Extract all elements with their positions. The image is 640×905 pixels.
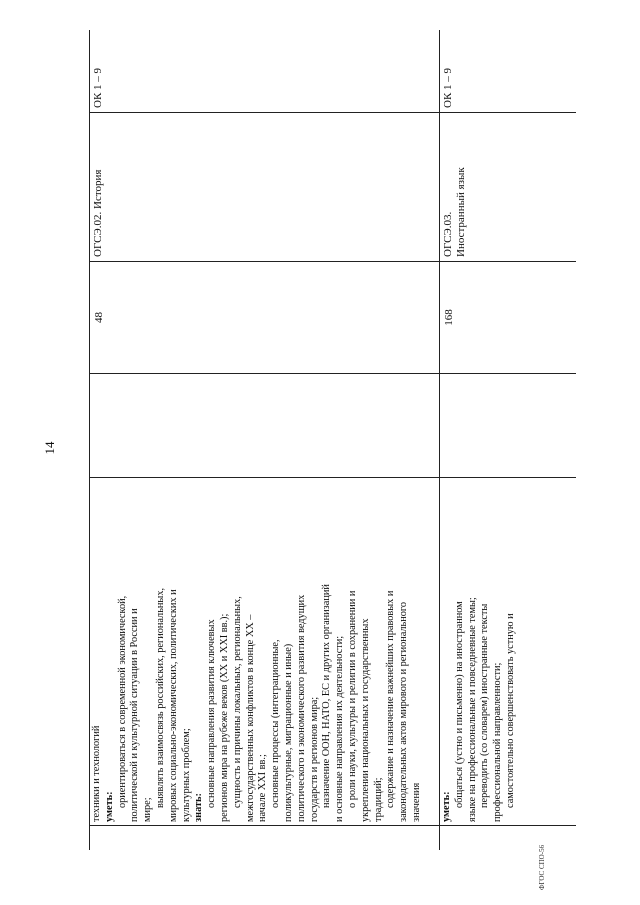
competencies-cell (90, 30, 440, 113)
table-row-foreign-language (439, 30, 576, 850)
hours-value: 168 (443, 309, 455, 326)
footer-code: ФГОС СПО-56 (538, 844, 546, 890)
competencies-value: ОК 1 – 9 (442, 67, 454, 108)
description-line: политического и экономического развития ведущих (295, 594, 307, 822)
page-number: 14 (42, 441, 57, 455)
description-line: выявлять взаимосвязь российских, региональных, (154, 587, 166, 808)
description-line: основные процессы (интеграционные, (270, 639, 282, 808)
description-cell (90, 478, 440, 826)
subject-cell (90, 113, 440, 262)
description-line: ориентироваться в современной экономической, (116, 595, 128, 808)
description-line: о роли науки, культуры и религии в сохранении и (346, 590, 358, 808)
table-row-history (89, 30, 440, 850)
hours-cell (440, 262, 576, 374)
description-line: техники и технологий (91, 725, 102, 822)
subject-code: ОГСЭ.03. (442, 211, 454, 257)
description-line: законодательных актов мирового и регионального (398, 601, 410, 822)
description-line: знать: (193, 793, 205, 822)
description-line: мире; (142, 797, 154, 822)
max-hours-cell (90, 374, 440, 478)
subject-title: Иностранный язык (455, 167, 467, 257)
description-line: культурных проблем; (180, 728, 192, 822)
index-cell (440, 826, 576, 850)
description-line: регионов мира на рубеже веков (XX и XXI вв.); (218, 613, 230, 822)
description-line: начале XXI вв.; (257, 754, 269, 822)
competencies-value: ОК 1 – 9 (92, 67, 104, 108)
description-line: значения (410, 782, 422, 822)
description-line: и основные направления их деятельности; (334, 635, 346, 822)
description-line: уметь: (441, 791, 452, 822)
description-line: языке на профессиональные и повседневные темы; (466, 597, 478, 822)
index-cell (90, 826, 440, 850)
description-line: основные направления развития ключевых (206, 619, 218, 808)
description-line: общаться (устно и письменно) на иностранном (453, 601, 465, 808)
description-line: политической и культурной ситуации в России и (129, 608, 141, 822)
description-line: профессиональной направленности; (492, 662, 504, 822)
subject-name: ОГСЭ.02. История (92, 169, 104, 257)
description-line: сущность и причины локальных, региональных, (231, 596, 243, 808)
curriculum-table (89, 30, 576, 850)
description-line: уметь: (103, 791, 115, 822)
subject-cell (440, 113, 576, 262)
description-line: содержание и назначение важнейших правовых и (385, 590, 397, 808)
description-line: самостоятельно совершенствовать устную и (504, 613, 516, 808)
hours-value: 48 (93, 312, 105, 323)
description-cell (440, 478, 576, 826)
description-line: назначение ООН, НАТО, ЕС и других организаций (321, 584, 333, 808)
description-text (440, 478, 518, 825)
description-line: поликультурные, миграционные и иные) (282, 643, 294, 822)
description-line: мировых социально-экономических, политических и (167, 589, 179, 822)
competencies-cell (440, 30, 576, 113)
description-text (90, 478, 424, 825)
subject-name (440, 113, 470, 261)
description-line: укреплении национальных и государственных (359, 618, 371, 822)
description-line: традиций; (372, 777, 384, 822)
description-line: переводить (со словарем) иностранные тексты (479, 603, 491, 808)
description-line: государств и регионов мира; (308, 696, 320, 822)
description-line: межгосударственных конфликтов в конце XX – (244, 614, 256, 822)
max-hours-cell (440, 374, 576, 478)
hours-cell (90, 262, 440, 374)
